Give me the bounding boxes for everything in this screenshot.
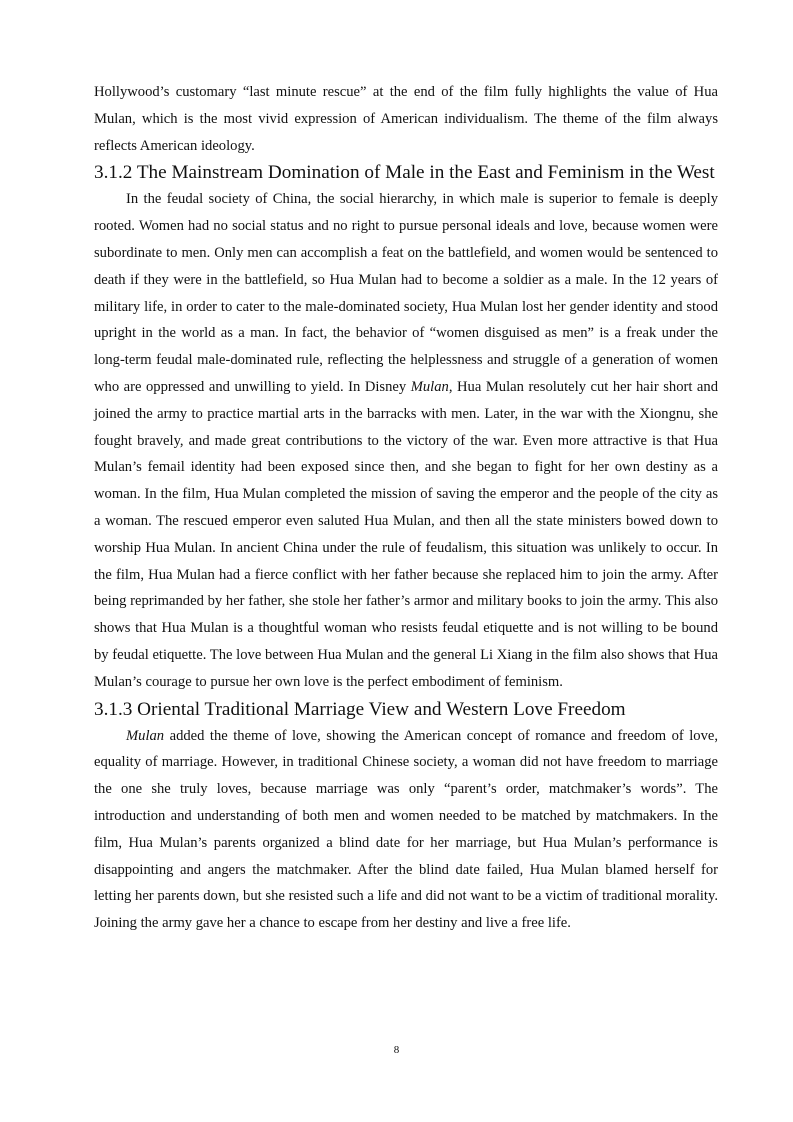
section-heading-3-1-3: 3.1.3 Oriental Traditional Marriage View and Western Love Freedom <box>94 698 626 720</box>
paragraph-text-end: , Hua Mulan resolutely cut her hair short and joined the army to practice martial arts in the barracks with men. Later, in the war with the Xiongnu, she fought bravely, and made great contributions to the victory of the war. Even more attractive is that Hua Mulan’s femail identity had been exposed since then, and she began to fight for her own destiny as a woman. In the film, Hua Mulan completed the mission of saving the emperor and the people of the city as a woman. The rescued emperor even saluted Hua Mulan, and then all the state ministers bowed down to worship Hua Mulan. In ancient China under the rule of feudalism, this situation was unlikely to occur. In the film, Hua Mulan had a fierce conflict with her father because she replaced him to join the army. After being reprimanded by her father, she stole her father’s armor and military books to join the army. This also shows that Hua Mulan is a thoughtful woman who resists feudal etiquette and is not willing to be bound by feudal etiquette. The love between Hua Mulan and the general Li Xiang in the film also shows that Hua Mulan’s courage to pursue her own love is the perfect embodiment of feminism. <box>94 378 719 690</box>
section-heading-3-1-2: 3.1.2 The Mainstream Domination of Male in the East and Feminism in the West <box>94 162 715 184</box>
page-number: 8 <box>393 1044 400 1056</box>
film-title-italic: Mulan <box>126 727 165 744</box>
section-3-1-2-paragraph <box>94 186 718 695</box>
film-title-italic: Mulan <box>410 378 449 395</box>
document-page <box>94 79 718 937</box>
paragraph-text-start: In the feudal society of China, the social hierarchy, in which male is superior to female is deeply rooted. Women had no social status and no right to pursue personal ideals and love, because women were subordinate to men. Only men can accomplish a feat on the battlefield, and women would be sentenced to death if they were in the battlefield, so Hua Mulan had to become a soldier as a male. In the 12 years of military life, in order to cater to the male-dominated society, Hua Mulan lost her gender identity and stood upright in the world as a man. In fact, the behavior of “women disguised as men” is a freak under the long-term feudal male-dominated rule, reflecting the helplessness and struggle of a generation of women who are oppressed and unwilling to yield. In Disney <box>94 191 718 395</box>
section-3-1-3-paragraph <box>94 723 718 937</box>
intro-paragraph: Hollywood’s customary “last minute rescue” at the end of the film fully highlights the value of Hua Mulan, which is the most vivid expression of American individualism. The theme of the film always reflects American ideology. <box>94 84 718 154</box>
paragraph-text-end: added the theme of love, showing the American concept of romance and freedom of love, equality of marriage. However, in traditional Chinese society, a woman did not have freedom to marriage the one she truly loves, because marriage was only “parent’s order, matchmaker’s words”. The introduction and understanding of both men and women needed to be matched by matchmakers. In the film, Hua Mulan’s parents organized a blind date for her marriage, but Hua Mulan’s performance is disappointing and angers the matchmaker. After the blind date failed, Hua Mulan blamed herself for letting her parents down, but she resisted such a life and did not want to be a victim of traditional morality. Joining the army gave her a chance to escape from her destiny and live a free life. <box>94 727 718 932</box>
